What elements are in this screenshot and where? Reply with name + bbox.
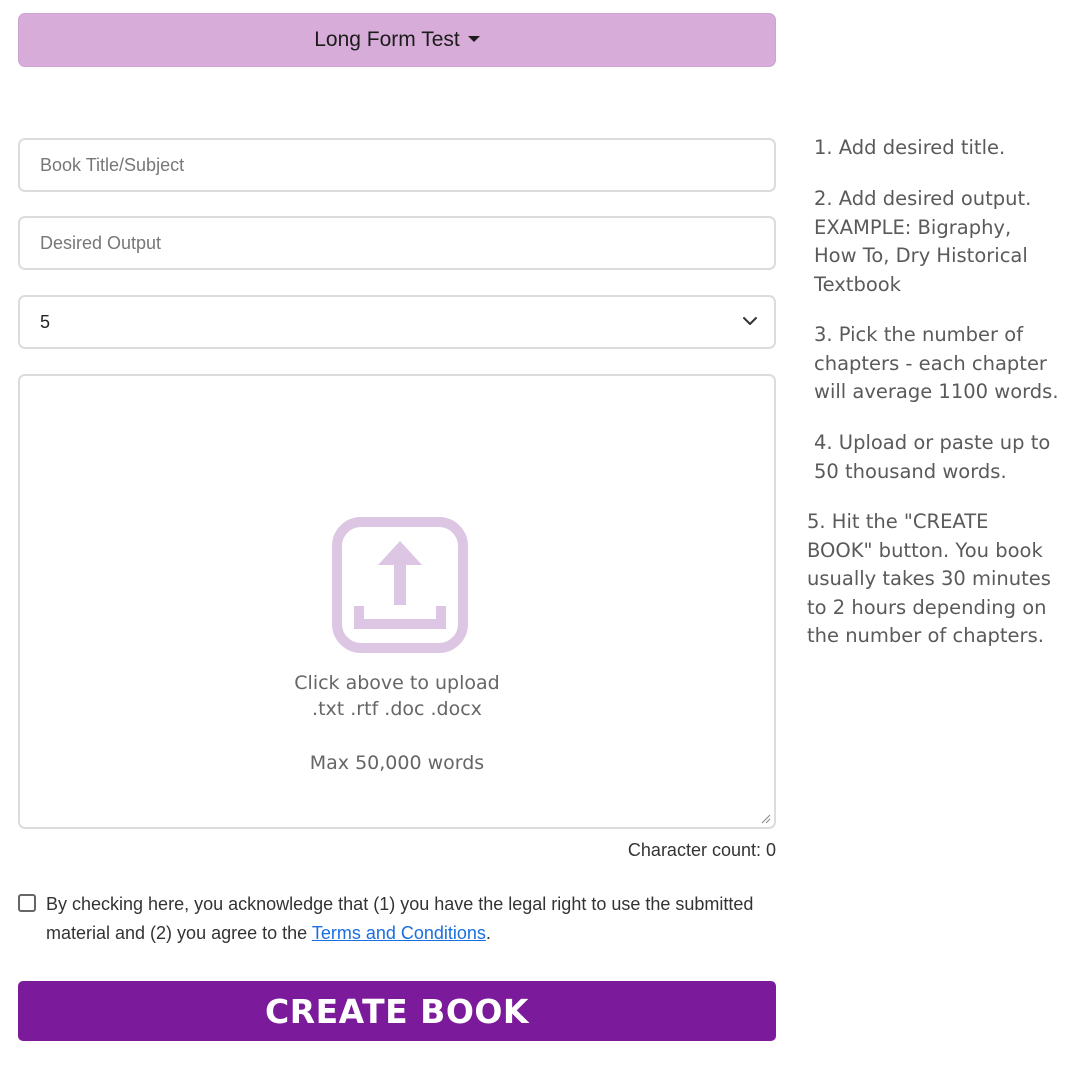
terms-link[interactable]: Terms and Conditions (311, 923, 486, 943)
mode-dropdown-label: Long Form Test (314, 28, 460, 51)
upload-icon[interactable] (332, 517, 468, 653)
create-book-button[interactable]: CREATE BOOK (18, 981, 776, 1041)
character-count: Character count: 0 (627, 840, 776, 860)
terms-text (46, 890, 778, 948)
caret-down-icon (468, 36, 480, 42)
instruction-step-3: 3. Pick the number of chapters - each chapter will average 1100 words. (814, 323, 1059, 403)
instruction-step-4: 4. Upload or paste up to 50 thousand words. (814, 431, 1051, 483)
instruction-step-1: 1. Add desired title. (814, 136, 1006, 159)
upload-file-types: .txt .rtf .doc .docx (312, 698, 482, 720)
chapters-select[interactable] (18, 295, 776, 349)
upload-instruction: Click above to upload (294, 672, 500, 694)
book-title-input[interactable] (18, 138, 776, 192)
chevron-down-icon (742, 313, 758, 329)
instruction-step-2: 2. Add desired output. EXAMPLE: Bigraphy, How To, Dry Historical Textbook (814, 187, 1032, 296)
terms-text-after: . (485, 923, 491, 943)
upload-max-words: Max 50,000 words (309, 752, 485, 774)
chapters-select-value: 5 (40, 311, 51, 332)
terms-text-before: By checking here, you acknowledge that (1) you have the legal right to use the submitted material and (2) you agree to the (46, 894, 754, 943)
mode-dropdown[interactable] (18, 13, 776, 67)
instruction-step-5: 5. Hit the "CREATE BOOK" button. You book usually takes 30 minutes to 2 hours depending on the number of chapters. (807, 510, 1051, 647)
terms-checkbox[interactable] (18, 894, 36, 912)
desired-output-input[interactable] (18, 216, 776, 270)
content-textarea[interactable] (18, 374, 776, 829)
resize-grip-icon[interactable] (761, 814, 771, 824)
